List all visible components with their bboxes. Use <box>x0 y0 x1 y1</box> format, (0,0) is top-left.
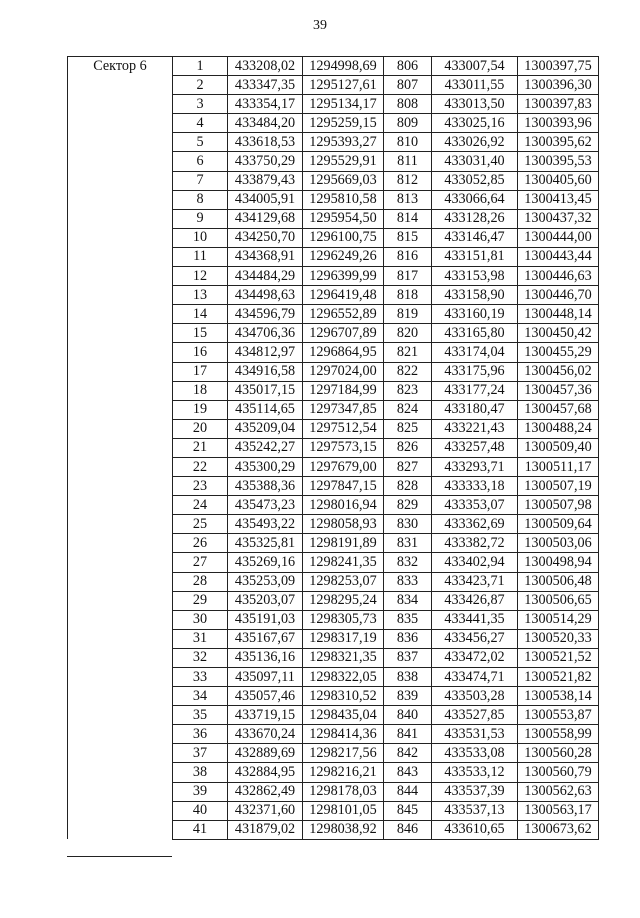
y-coordinate-cell: 1300553,87 <box>518 706 599 725</box>
y-coordinate-cell: 1300444,00 <box>518 228 599 247</box>
point-number-cell: 40 <box>173 801 228 820</box>
x-coordinate-cell: 433151,81 <box>432 247 518 266</box>
point-number-cell: 842 <box>384 744 432 763</box>
point-number-cell: 811 <box>384 152 432 171</box>
x-coordinate-cell: 434368,91 <box>228 247 303 266</box>
point-number-cell: 838 <box>384 668 432 687</box>
point-number-cell: 22 <box>173 457 228 476</box>
x-coordinate-cell: 435253,09 <box>228 572 303 591</box>
y-coordinate-cell: 1300405,60 <box>518 171 599 190</box>
y-coordinate-cell: 1296100,75 <box>303 228 384 247</box>
x-coordinate-cell: 433382,72 <box>432 534 518 553</box>
x-coordinate-cell: 433025,16 <box>432 114 518 133</box>
y-coordinate-cell: 1297847,15 <box>303 477 384 496</box>
point-number-cell: 26 <box>173 534 228 553</box>
point-number-cell: 810 <box>384 133 432 152</box>
x-coordinate-cell: 433011,55 <box>432 76 518 95</box>
y-coordinate-cell: 1300488,24 <box>518 419 599 438</box>
y-coordinate-cell: 1300507,98 <box>518 496 599 515</box>
y-coordinate-cell: 1300395,62 <box>518 133 599 152</box>
y-coordinate-cell: 1298321,35 <box>303 648 384 667</box>
x-coordinate-cell: 433007,54 <box>432 57 518 76</box>
x-coordinate-cell: 434484,29 <box>228 267 303 286</box>
x-coordinate-cell: 433026,92 <box>432 133 518 152</box>
y-coordinate-cell: 1297573,15 <box>303 438 384 457</box>
y-coordinate-cell: 1300673,62 <box>518 820 599 839</box>
x-coordinate-cell: 435388,36 <box>228 477 303 496</box>
y-coordinate-cell: 1300498,94 <box>518 553 599 572</box>
point-number-cell: 19 <box>173 400 228 419</box>
x-coordinate-cell: 433257,48 <box>432 438 518 457</box>
y-coordinate-cell: 1300446,63 <box>518 267 599 286</box>
x-coordinate-cell: 435191,03 <box>228 610 303 629</box>
x-coordinate-cell: 433221,43 <box>432 419 518 438</box>
x-coordinate-cell: 434916,58 <box>228 362 303 381</box>
y-coordinate-cell: 1300395,53 <box>518 152 599 171</box>
point-number-cell: 16 <box>173 343 228 362</box>
x-coordinate-cell: 433013,50 <box>432 95 518 114</box>
y-coordinate-cell: 1300562,63 <box>518 782 599 801</box>
point-number-cell: 808 <box>384 95 432 114</box>
y-coordinate-cell: 1295134,17 <box>303 95 384 114</box>
x-coordinate-cell: 432862,49 <box>228 782 303 801</box>
y-coordinate-cell: 1294998,69 <box>303 57 384 76</box>
point-number-cell: 41 <box>173 820 228 839</box>
x-coordinate-cell: 433423,71 <box>432 572 518 591</box>
y-coordinate-cell: 1295529,91 <box>303 152 384 171</box>
point-number-cell: 29 <box>173 591 228 610</box>
x-coordinate-cell: 432884,95 <box>228 763 303 782</box>
y-coordinate-cell: 1300450,42 <box>518 324 599 343</box>
point-number-cell: 844 <box>384 782 432 801</box>
point-number-cell: 37 <box>173 744 228 763</box>
y-coordinate-cell: 1297512,54 <box>303 419 384 438</box>
x-coordinate-cell: 433472,02 <box>432 648 518 667</box>
y-coordinate-cell: 1297347,85 <box>303 400 384 419</box>
x-coordinate-cell: 433618,53 <box>228 133 303 152</box>
y-coordinate-cell: 1297024,00 <box>303 362 384 381</box>
x-coordinate-cell: 433354,17 <box>228 95 303 114</box>
y-coordinate-cell: 1300455,29 <box>518 343 599 362</box>
page-number: 39 <box>313 18 327 33</box>
x-coordinate-cell: 434596,79 <box>228 305 303 324</box>
x-coordinate-cell: 434812,97 <box>228 343 303 362</box>
point-number-cell: 10 <box>173 228 228 247</box>
point-number-cell: 831 <box>384 534 432 553</box>
y-coordinate-cell: 1300446,70 <box>518 286 599 305</box>
point-number-cell: 20 <box>173 419 228 438</box>
y-coordinate-cell: 1295127,61 <box>303 76 384 95</box>
point-number-cell: 8 <box>173 190 228 209</box>
point-number-cell: 812 <box>384 171 432 190</box>
x-coordinate-cell: 433128,26 <box>432 209 518 228</box>
x-coordinate-cell: 433484,20 <box>228 114 303 133</box>
table-row <box>68 57 599 76</box>
y-coordinate-cell: 1300457,68 <box>518 400 599 419</box>
point-number-cell: 813 <box>384 190 432 209</box>
x-coordinate-cell: 433158,90 <box>432 286 518 305</box>
y-coordinate-cell: 1300558,99 <box>518 725 599 744</box>
x-coordinate-cell: 435473,23 <box>228 496 303 515</box>
point-number-cell: 843 <box>384 763 432 782</box>
x-coordinate-cell: 433175,96 <box>432 362 518 381</box>
y-coordinate-cell: 1296552,89 <box>303 305 384 324</box>
x-coordinate-cell: 433719,15 <box>228 706 303 725</box>
y-coordinate-cell: 1300521,52 <box>518 648 599 667</box>
y-coordinate-cell: 1297679,00 <box>303 457 384 476</box>
y-coordinate-cell: 1298216,21 <box>303 763 384 782</box>
point-number-cell: 2 <box>173 76 228 95</box>
point-number-cell: 834 <box>384 591 432 610</box>
point-number-cell: 36 <box>173 725 228 744</box>
point-number-cell: 807 <box>384 76 432 95</box>
point-number-cell: 841 <box>384 725 432 744</box>
y-coordinate-cell: 1295259,15 <box>303 114 384 133</box>
y-coordinate-cell: 1300443,44 <box>518 247 599 266</box>
x-coordinate-cell: 433165,80 <box>432 324 518 343</box>
x-coordinate-cell: 435242,27 <box>228 438 303 457</box>
point-number-cell: 17 <box>173 362 228 381</box>
x-coordinate-cell: 433441,35 <box>432 610 518 629</box>
x-coordinate-cell: 435209,04 <box>228 419 303 438</box>
y-coordinate-cell: 1298305,73 <box>303 610 384 629</box>
x-coordinate-cell: 433052,85 <box>432 171 518 190</box>
x-coordinate-cell: 435300,29 <box>228 457 303 476</box>
x-coordinate-cell: 433670,24 <box>228 725 303 744</box>
y-coordinate-cell: 1300457,36 <box>518 381 599 400</box>
y-coordinate-cell: 1298310,52 <box>303 687 384 706</box>
y-coordinate-cell: 1300506,65 <box>518 591 599 610</box>
x-coordinate-cell: 433610,65 <box>432 820 518 839</box>
y-coordinate-cell: 1300514,29 <box>518 610 599 629</box>
y-coordinate-cell: 1300563,17 <box>518 801 599 820</box>
point-number-cell: 21 <box>173 438 228 457</box>
point-number-cell: 826 <box>384 438 432 457</box>
point-number-cell: 13 <box>173 286 228 305</box>
point-number-cell: 827 <box>384 457 432 476</box>
point-number-cell: 25 <box>173 515 228 534</box>
sector-bottom-border <box>67 856 172 857</box>
x-coordinate-cell: 433531,53 <box>432 725 518 744</box>
x-coordinate-cell: 433333,18 <box>432 477 518 496</box>
x-coordinate-cell: 431879,02 <box>228 820 303 839</box>
point-number-cell: 824 <box>384 400 432 419</box>
point-number-cell: 816 <box>384 247 432 266</box>
y-coordinate-cell: 1296864,95 <box>303 343 384 362</box>
y-coordinate-cell: 1300507,19 <box>518 477 599 496</box>
point-number-cell: 832 <box>384 553 432 572</box>
point-number-cell: 820 <box>384 324 432 343</box>
y-coordinate-cell: 1300397,75 <box>518 57 599 76</box>
y-coordinate-cell: 1298435,04 <box>303 706 384 725</box>
x-coordinate-cell: 433537,39 <box>432 782 518 801</box>
point-number-cell: 846 <box>384 820 432 839</box>
point-number-cell: 833 <box>384 572 432 591</box>
y-coordinate-cell: 1298317,19 <box>303 629 384 648</box>
x-coordinate-cell: 435269,16 <box>228 553 303 572</box>
y-coordinate-cell: 1298058,93 <box>303 515 384 534</box>
x-coordinate-cell: 433474,71 <box>432 668 518 687</box>
x-coordinate-cell: 433347,35 <box>228 76 303 95</box>
y-coordinate-cell: 1298217,56 <box>303 744 384 763</box>
y-coordinate-cell: 1300560,79 <box>518 763 599 782</box>
y-coordinate-cell: 1298322,05 <box>303 668 384 687</box>
x-coordinate-cell: 434129,68 <box>228 209 303 228</box>
point-number-cell: 23 <box>173 477 228 496</box>
x-coordinate-cell: 433174,04 <box>432 343 518 362</box>
y-coordinate-cell: 1300413,45 <box>518 190 599 209</box>
point-number-cell: 30 <box>173 610 228 629</box>
x-coordinate-cell: 433153,98 <box>432 267 518 286</box>
y-coordinate-cell: 1300509,40 <box>518 438 599 457</box>
sector-label: Сектор 6 <box>68 57 173 840</box>
y-coordinate-cell: 1295954,50 <box>303 209 384 228</box>
y-coordinate-cell: 1296419,48 <box>303 286 384 305</box>
point-number-cell: 822 <box>384 362 432 381</box>
point-number-cell: 24 <box>173 496 228 515</box>
point-number-cell: 7 <box>173 171 228 190</box>
x-coordinate-cell: 433527,85 <box>432 706 518 725</box>
point-number-cell: 28 <box>173 572 228 591</box>
point-number-cell: 18 <box>173 381 228 400</box>
point-number-cell: 823 <box>384 381 432 400</box>
point-number-cell: 837 <box>384 648 432 667</box>
point-number-cell: 31 <box>173 629 228 648</box>
x-coordinate-cell: 433293,71 <box>432 457 518 476</box>
point-number-cell: 3 <box>173 95 228 114</box>
point-number-cell: 11 <box>173 247 228 266</box>
x-coordinate-cell: 433503,28 <box>432 687 518 706</box>
point-number-cell: 12 <box>173 267 228 286</box>
point-number-cell: 1 <box>173 57 228 76</box>
y-coordinate-cell: 1296707,89 <box>303 324 384 343</box>
x-coordinate-cell: 433160,19 <box>432 305 518 324</box>
point-number-cell: 829 <box>384 496 432 515</box>
x-coordinate-cell: 434706,36 <box>228 324 303 343</box>
point-number-cell: 840 <box>384 706 432 725</box>
point-number-cell: 845 <box>384 801 432 820</box>
x-coordinate-cell: 435114,65 <box>228 400 303 419</box>
point-number-cell: 9 <box>173 209 228 228</box>
x-coordinate-cell: 433533,08 <box>432 744 518 763</box>
x-coordinate-cell: 433208,02 <box>228 57 303 76</box>
x-coordinate-cell: 434250,70 <box>228 228 303 247</box>
point-number-cell: 33 <box>173 668 228 687</box>
x-coordinate-cell: 433426,87 <box>432 591 518 610</box>
point-number-cell: 34 <box>173 687 228 706</box>
x-coordinate-cell: 433402,94 <box>432 553 518 572</box>
point-number-cell: 830 <box>384 515 432 534</box>
point-number-cell: 806 <box>384 57 432 76</box>
x-coordinate-cell: 434005,91 <box>228 190 303 209</box>
y-coordinate-cell: 1300520,33 <box>518 629 599 648</box>
x-coordinate-cell: 432889,69 <box>228 744 303 763</box>
x-coordinate-cell: 433362,69 <box>432 515 518 534</box>
x-coordinate-cell: 433066,64 <box>432 190 518 209</box>
point-number-cell: 828 <box>384 477 432 496</box>
y-coordinate-cell: 1298414,36 <box>303 725 384 744</box>
y-coordinate-cell: 1300511,17 <box>518 457 599 476</box>
point-number-cell: 817 <box>384 267 432 286</box>
point-number-cell: 836 <box>384 629 432 648</box>
point-number-cell: 825 <box>384 419 432 438</box>
y-coordinate-cell: 1300456,02 <box>518 362 599 381</box>
point-number-cell: 819 <box>384 305 432 324</box>
point-number-cell: 814 <box>384 209 432 228</box>
y-coordinate-cell: 1295810,58 <box>303 190 384 209</box>
y-coordinate-cell: 1297184,99 <box>303 381 384 400</box>
y-coordinate-cell: 1298191,89 <box>303 534 384 553</box>
y-coordinate-cell: 1298178,03 <box>303 782 384 801</box>
x-coordinate-cell: 433031,40 <box>432 152 518 171</box>
point-number-cell: 38 <box>173 763 228 782</box>
y-coordinate-cell: 1295669,03 <box>303 171 384 190</box>
x-coordinate-cell: 433146,47 <box>432 228 518 247</box>
y-coordinate-cell: 1296399,99 <box>303 267 384 286</box>
y-coordinate-cell: 1300448,14 <box>518 305 599 324</box>
x-coordinate-cell: 433177,24 <box>432 381 518 400</box>
y-coordinate-cell: 1300509,64 <box>518 515 599 534</box>
y-coordinate-cell: 1296249,26 <box>303 247 384 266</box>
x-coordinate-cell: 433180,47 <box>432 400 518 419</box>
y-coordinate-cell: 1300560,28 <box>518 744 599 763</box>
point-number-cell: 835 <box>384 610 432 629</box>
y-coordinate-cell: 1300396,30 <box>518 76 599 95</box>
y-coordinate-cell: 1300538,14 <box>518 687 599 706</box>
x-coordinate-cell: 435097,11 <box>228 668 303 687</box>
x-coordinate-cell: 435493,22 <box>228 515 303 534</box>
point-number-cell: 15 <box>173 324 228 343</box>
y-coordinate-cell: 1300437,32 <box>518 209 599 228</box>
y-coordinate-cell: 1300521,82 <box>518 668 599 687</box>
y-coordinate-cell: 1298016,94 <box>303 496 384 515</box>
x-coordinate-cell: 433879,43 <box>228 171 303 190</box>
y-coordinate-cell: 1295393,27 <box>303 133 384 152</box>
point-number-cell: 5 <box>173 133 228 152</box>
y-coordinate-cell: 1300393,96 <box>518 114 599 133</box>
y-coordinate-cell: 1298295,24 <box>303 591 384 610</box>
x-coordinate-cell: 435203,07 <box>228 591 303 610</box>
point-number-cell: 818 <box>384 286 432 305</box>
x-coordinate-cell: 435057,46 <box>228 687 303 706</box>
point-number-cell: 821 <box>384 343 432 362</box>
y-coordinate-cell: 1298101,05 <box>303 801 384 820</box>
x-coordinate-cell: 435325,81 <box>228 534 303 553</box>
y-coordinate-cell: 1300397,83 <box>518 95 599 114</box>
point-number-cell: 839 <box>384 687 432 706</box>
x-coordinate-cell: 433353,07 <box>432 496 518 515</box>
x-coordinate-cell: 435017,15 <box>228 381 303 400</box>
point-number-cell: 35 <box>173 706 228 725</box>
y-coordinate-cell: 1298038,92 <box>303 820 384 839</box>
y-coordinate-cell: 1298241,35 <box>303 553 384 572</box>
x-coordinate-cell: 433537,13 <box>432 801 518 820</box>
y-coordinate-cell: 1300503,06 <box>518 534 599 553</box>
coordinates-table <box>67 56 599 840</box>
point-number-cell: 32 <box>173 648 228 667</box>
point-number-cell: 27 <box>173 553 228 572</box>
y-coordinate-cell: 1298253,07 <box>303 572 384 591</box>
x-coordinate-cell: 435167,67 <box>228 629 303 648</box>
point-number-cell: 14 <box>173 305 228 324</box>
point-number-cell: 4 <box>173 114 228 133</box>
x-coordinate-cell: 433456,27 <box>432 629 518 648</box>
x-coordinate-cell: 433750,29 <box>228 152 303 171</box>
x-coordinate-cell: 435136,16 <box>228 648 303 667</box>
point-number-cell: 6 <box>173 152 228 171</box>
x-coordinate-cell: 434498,63 <box>228 286 303 305</box>
point-number-cell: 815 <box>384 228 432 247</box>
x-coordinate-cell: 432371,60 <box>228 801 303 820</box>
x-coordinate-cell: 433533,12 <box>432 763 518 782</box>
y-coordinate-cell: 1300506,48 <box>518 572 599 591</box>
point-number-cell: 39 <box>173 782 228 801</box>
point-number-cell: 809 <box>384 114 432 133</box>
